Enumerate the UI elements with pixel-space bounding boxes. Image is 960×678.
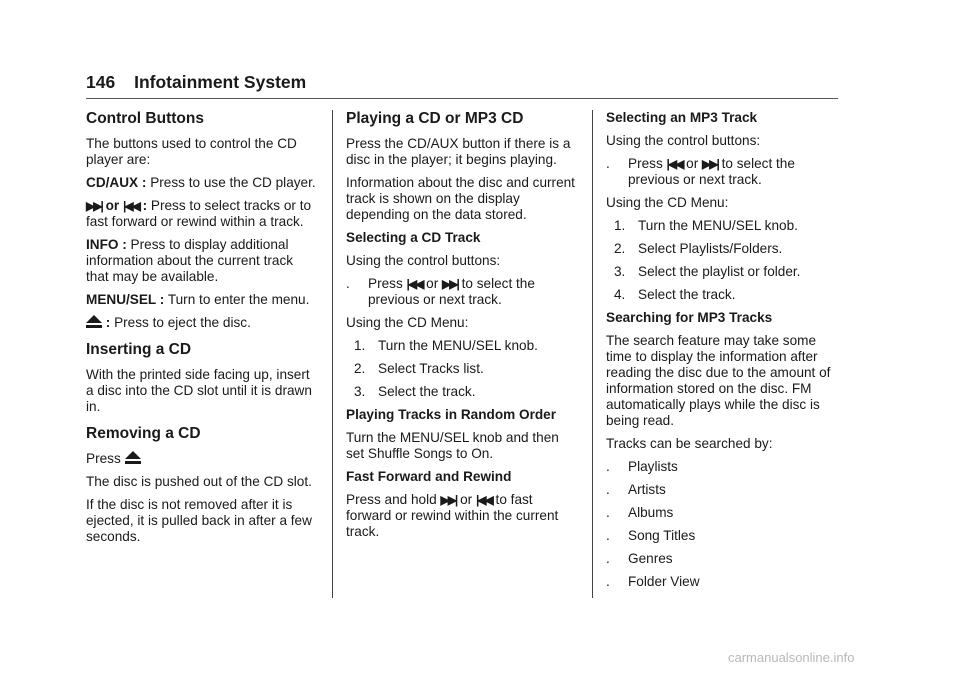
press-text: Press [628,156,663,171]
seek-prev-icon: |◀◀ [122,199,139,213]
eject-icon [125,451,141,465]
paragraph: The buttons used to control the CD player are: [86,136,297,167]
paragraph: The disc is pushed out of the CD slot. [86,474,312,489]
description-text: Turn to enter the menu. [164,292,310,307]
page-title: Infotainment System [134,72,307,92]
description-text: Press to use the CD player. [146,175,316,190]
list-item: 4. Select the track. [614,287,736,302]
button-label: MENU/SEL : [86,292,165,307]
header-rule [86,98,838,99]
paragraph-press-eject [86,451,318,467]
subheading-selecting-cd-track: Selecting a CD Track [346,230,481,245]
colon: : [138,198,148,213]
eject-icon [86,315,102,329]
list-item: 3. Select the playlist or folder. [614,264,801,279]
list-item: 1. Turn the MENU/SEL knob. [354,338,538,353]
colon: : [102,315,111,330]
button-label: INFO : [86,237,127,252]
step-text: Select the playlist or folder. [638,264,801,279]
bullet-text: Artists [628,482,666,497]
paragraph: Using the CD Menu: [346,315,469,330]
press-text: Press [368,276,403,291]
column-1 [86,110,318,552]
bullet-text: to select the previous or next track. [368,276,535,307]
seek-next-icon: ▶▶| [440,493,457,507]
list-item: . Playlists [606,459,678,474]
list-item: . Genres [606,551,673,566]
description-text: Press to display additional information about the current track that may be available. [86,237,294,284]
paragraph: With the printed side facing up, insert a disc into the CD slot until it is drawn in. [86,367,312,414]
step-text: Select the track. [378,384,476,399]
seek-next-icon: ▶▶| [442,277,458,291]
step-text: Turn the MENU/SEL knob. [378,338,538,353]
button-description-cdaux [86,175,318,191]
paragraph: Using the control buttons: [606,133,761,148]
list-item: . Artists [606,482,666,497]
list-item: . Press |◀◀ or ▶▶| to select the previous or next track. [606,156,795,187]
press-text: Press and hold [346,492,437,507]
subheading-selecting-mp3: Selecting an MP3 Track [606,110,758,125]
column-divider [332,110,333,598]
description-text: Press to eject the disc. [110,315,251,330]
bullet-text: Song Titles [628,528,696,543]
seek-prev-icon: |◀◀ [666,157,683,171]
section-heading-inserting: Inserting a CD [86,341,192,358]
bullet-text: to select the previous or next track. [628,156,795,187]
section-heading-removing: Removing a CD [86,425,201,442]
seek-prev-icon: |◀◀ [406,277,423,291]
button-description-menu [86,292,318,308]
list-item: 1. Turn the MENU/SEL knob. [614,218,798,233]
button-description-info [86,237,318,285]
seek-next-icon: ▶▶| [702,157,718,171]
step-text: Select Playlists/Folders. [638,241,783,256]
or-text: or [686,156,699,171]
step-text: Turn the MENU/SEL knob. [638,218,798,233]
button-description-eject [86,315,318,331]
paragraph: Press the CD/AUX button if there is a disc in the player; it begins playing. [346,136,571,167]
paragraph: If the disc is not removed after it is ejected, it is pulled back in after a few seconds. [86,497,312,544]
page-number: 146 [86,72,116,92]
column-divider [592,110,593,598]
seek-next-icon: ▶▶| [86,199,102,213]
column-2 [346,110,578,547]
description-text: Press to select tracks or to fast forward or rewind within a track. [86,198,312,229]
bullet-text: Playlists [628,459,678,474]
subheading-searching-mp3: Searching for MP3 Tracks [606,310,773,325]
paragraph-ff [346,492,578,540]
paragraph: Turn the MENU/SEL knob and then set Shuffle Songs to On. [346,430,559,461]
column-3 [606,110,838,597]
subheading-random-order: Playing Tracks in Random Order [346,407,557,422]
list-item: . Folder View [606,574,700,589]
button-label: CD/AUX : [86,175,147,190]
step-text: Select Tracks list. [378,361,484,376]
seek-prev-icon: |◀◀ [475,493,492,507]
list-item: 3. Select the track. [354,384,476,399]
paragraph-text: to fast forward or rewind within the current track. [346,492,559,539]
section-heading-control-buttons: Control Buttons [86,110,204,127]
paragraph: The search feature may take some time to display the information after reading the disc due to the amount of information stored on the disc. FM automatically plays while the disc is being read. [606,333,831,428]
or-text: or [426,276,439,291]
bullet-text: Genres [628,551,673,566]
or-text: or [105,198,120,213]
paragraph: Using the CD Menu: [606,195,729,210]
paragraph: Using the control buttons: [346,253,501,268]
press-text: Press [86,451,121,466]
section-heading-playing: Playing a CD or MP3 CD [346,110,524,127]
paragraph: Tracks can be searched by: [606,436,773,451]
subheading-fast-forward: Fast Forward and Rewind [346,469,512,484]
page-header [86,72,306,93]
or-text: or [460,492,473,507]
bullet-text: Albums [628,505,674,520]
paragraph: Information about the disc and current track is shown on the display depending on the data stored. [346,175,575,222]
button-description-seek [86,198,318,230]
list-item: 2. Select Tracks list. [354,361,484,376]
list-item: 2. Select Playlists/Folders. [614,241,783,256]
step-text: Select the track. [638,287,736,302]
list-item: . Albums [606,505,674,520]
watermark: carmanualsonline.info [728,650,855,665]
bullet-text: Folder View [628,574,700,589]
list-item: . Press |◀◀ or ▶▶| to select the previous or next track. [346,276,535,307]
list-item: . Song Titles [606,528,696,543]
